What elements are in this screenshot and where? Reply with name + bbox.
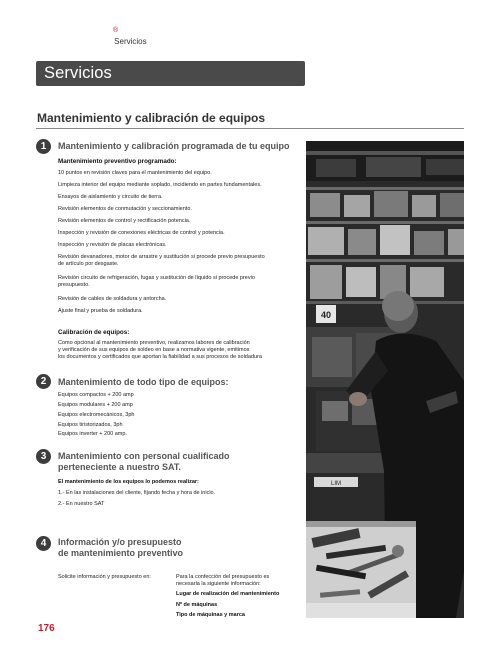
- block1-title: Mantenimiento y calibración programada de tu equipo: [58, 141, 290, 151]
- preventive-item: 10 puntos en revisión claves para el mantenimiento del equipo.: [58, 170, 212, 176]
- preventive-item: Ajuste final y prueba de soldadura.: [58, 308, 143, 314]
- calibration-text-line: los documentos y certificados que aportan la fiabilidad a sus procesos de soldadura: [58, 354, 262, 360]
- preventive-item: Revisión circuito de refrigeración, fugas y sustitución de líquido si procede previo: [58, 275, 255, 281]
- block3-title-line1: Mantenimiento con personal cualificado: [58, 451, 230, 461]
- preventive-item: Revisión de cables de soldadura y antorcha.: [58, 296, 167, 302]
- equipment-item: Equipos inverter + 200 amp.: [58, 431, 127, 437]
- preventive-item: de artículo por desgaste.: [58, 261, 119, 267]
- equipment-item: Equipos modulares + 200 amp: [58, 402, 133, 408]
- preventive-item: Revisión elementos de control y rectificación potencia.: [58, 218, 191, 224]
- photo-label-text: LIM: [330, 481, 342, 487]
- block3-title-line2: perteneciente a nuestro SAT.: [58, 462, 181, 472]
- block4-title-line2: de mantenimiento preventivo: [58, 548, 184, 558]
- preventive-item: Revisión elementos de conmutación y seccionamiento.: [58, 206, 192, 212]
- equipment-item: Equipos tiristorizados, 3ph: [58, 422, 123, 428]
- step-badge-2: 2: [36, 374, 51, 389]
- info-text-line: necesaria la siguiente información:: [176, 581, 261, 587]
- calibration-text-line: y verificación de sus equipos de soldeo en base a normativa vigente, emitimos: [58, 347, 250, 353]
- equipment-item: Equipos electromecánicos, 3ph: [58, 412, 135, 418]
- registered-mark-icon: ®: [113, 27, 119, 34]
- step-badge-4: 4: [36, 536, 51, 551]
- block2-title: Mantenimiento de todo tipo de equipos:: [58, 377, 229, 387]
- calibration-label: Calibración de equipos:: [58, 329, 130, 336]
- title-divider: [36, 128, 464, 129]
- block4-title-line1: Información y/o presupuesto: [58, 537, 182, 547]
- banner-title: Servicios: [44, 64, 112, 82]
- breadcrumb: [113, 28, 147, 46]
- sat-label: El mantenimiento de los equipos lo podemos realizar:: [58, 479, 199, 485]
- sat-option: 1.- En las instalaciones del cliente, fijando fecha y hora de inicio.: [58, 490, 216, 496]
- preventive-item: Inspección y revisión de placas electrónicas.: [58, 242, 167, 248]
- equipment-item: Equipos compactos + 200 amp: [58, 392, 134, 398]
- preventive-item: Limpieza interior del equipo mediante soplado, incidiendo en partes fundamentales.: [58, 182, 262, 188]
- section-banner: [36, 61, 305, 86]
- workshop-photo: [306, 141, 464, 618]
- required-item: Tipo de máquinas y marca: [176, 612, 245, 618]
- preventive-item: Revisión devanadores, motor de arrastre y sustitución si procede previo presupuesto: [58, 254, 265, 260]
- step-badge-1: 1: [36, 139, 51, 154]
- preventive-item: Inspección y revisión de conexiones eléctricas de control y potencia.: [58, 230, 225, 236]
- info-text-line: Para la confección del presupuesto es: [176, 574, 270, 580]
- request-text: Solicite información y presupuesto en:: [58, 574, 151, 580]
- step-badge-3: 3: [36, 449, 51, 464]
- sat-option: 2.- En nuestro SAT: [58, 501, 105, 507]
- preventive-label: Mantenimiento preventivo programado:: [58, 158, 177, 165]
- page-title: Mantenimiento y calibración de equipos: [37, 111, 266, 125]
- required-item: Nº de máquinas: [176, 602, 218, 608]
- photo-sign-text: 40: [320, 310, 332, 320]
- calibration-text-line: Como opcional al mantenimiento preventivo, realizamos labores de calibración: [58, 340, 250, 346]
- page-number: 176: [38, 623, 55, 634]
- preventive-item: presupuesto.: [58, 282, 90, 288]
- preventive-item: Ensayos de aislamiento y circuito de tierra.: [58, 194, 163, 200]
- required-item: Lugar de realización del mantenimiento: [176, 591, 280, 597]
- breadcrumb-label: Servicios: [114, 37, 147, 46]
